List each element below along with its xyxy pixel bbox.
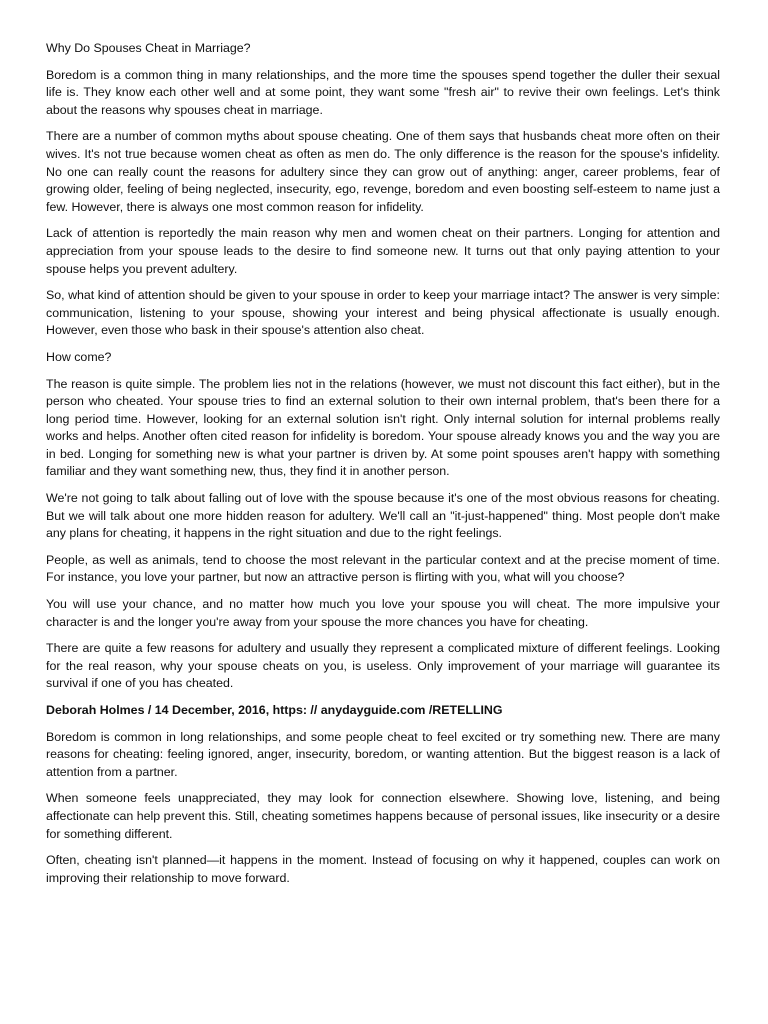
retelling-paragraph: When someone feels unappreciated, they may look for connection elsewhere. Showing love, listening, and being affectionate can help prevent this. Still, cheating sometimes happens because of personal issues, like insecurity or a desire for something different. bbox=[46, 791, 720, 841]
article-paragraph: You will use your chance, and no matter how much you love your spouse you will cheat. The more impulsive your character is and the longer you're away from your spouse the more chances you have for cheating. bbox=[46, 597, 720, 629]
article-paragraph: There are quite a few reasons for adultery and usually they represent a complicated mixture of different feelings. Looking for the real reason, why your spouse cheats on you, is useless. Only improvement of your marriage will guarantee its survival if one of you has cheated. bbox=[46, 641, 720, 691]
article-paragraph: How come? bbox=[46, 349, 112, 364]
article-paragraph: We're not going to talk about falling out of love with the spouse because it's one of the most obvious reasons for cheating. But we will talk about one more hidden reason for adultery. We'll call an "it-just-happened" thing. Most people don't make any plans for cheating, it happens in the right situation and due to the right feelings. bbox=[46, 491, 720, 541]
article-paragraph: There are a number of common myths about spouse cheating. One of them says that husbands cheat more often on their wives. It's not true because women cheat as often as men do. The only difference is the reason for the spouse's infidelity. No one can really count the reasons for adultery since they can grow out of anything: anger, career problems, fear of growing older, feeling of being neglected, insecurity, ego, revenge, boredom and even boosting self-esteem to name just a few. However, there is always one most common reason for infidelity. bbox=[46, 129, 720, 214]
article-paragraph: Boredom is a common thing in many relationships, and the more time the spouses spend together the duller their sexual life is. They know each other well and at some point, they want some "fresh air" to revive their own feelings. Let's think about the reasons why spouses cheat in marriage. bbox=[46, 67, 720, 117]
retelling-paragraph: Boredom is common in long relationships, and some people cheat to feel excited or try something new. There are many reasons for cheating: feeling ignored, anger, insecurity, boredom, or wanting attention. But the biggest reason is a lack of attention from a partner. bbox=[46, 729, 720, 779]
retelling-paragraph: Often, cheating isn't planned—it happens in the moment. Instead of focusing on why it happened, couples can work on improving their relationship to move forward. bbox=[46, 853, 720, 885]
article-title: Why Do Spouses Cheat in Marriage? bbox=[46, 41, 251, 55]
article-paragraph: The reason is quite simple. The problem lies not in the relations (however, we must not discount this fact either), but in the person who cheated. Your spouse tries to find an external solution to their own internal problem, that's been there for a long period time. However, looking for an external solution isn't right. Only internal solution for internal problems really works and helps. Another often cited reason for infidelity is boredom. Your spouse already knows you and the way you are in bed. Longing for something new is what your partner is driven by. At some point spouses aren't happy with something familiar and they want something new, thus, they find it in another person. bbox=[46, 376, 720, 479]
article-paragraph: So, what kind of attention should be given to your spouse in order to keep your marriage intact? The answer is very simple: communication, listening to your spouse, showing your interest and being physical affectionate is usually enough. However, even those who bask in their spouse's attention also cheat. bbox=[46, 288, 720, 338]
article-paragraph: Lack of attention is reportedly the main reason why men and women cheat on their partners. Longing for attention and appreciation from your spouse leads to the desire to find someone new. It turns out that only paying attention to your spouse helps you prevent adultery. bbox=[46, 226, 720, 276]
document-page bbox=[46, 40, 720, 896]
article-paragraph: People, as well as animals, tend to choose the most relevant in the particular context and at the precise moment of time. For instance, you love your partner, but now an attractive person is flirting with you, what will you choose? bbox=[46, 552, 720, 585]
source-citation: Deborah Holmes / 14 December, 2016, https: // anydayguide.com /RETELLING bbox=[46, 703, 503, 717]
